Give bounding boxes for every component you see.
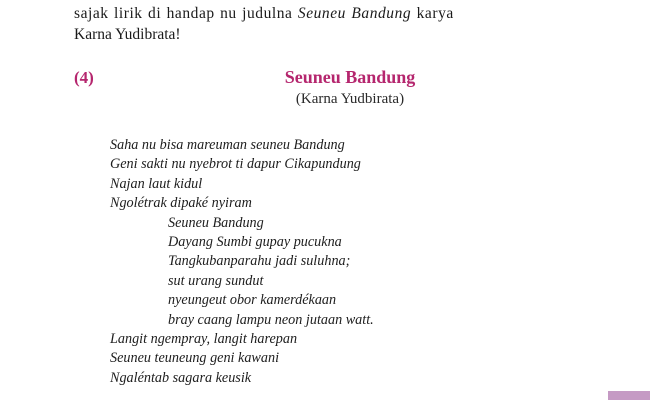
poem-line: Geni sakti nu nyebrot ti dapur Cikapundung bbox=[110, 156, 361, 173]
intro-paragraph-line-2: Karna Yudibrata! bbox=[74, 26, 181, 43]
poem-line: Ngolétrak dipaké nyiram bbox=[110, 195, 252, 212]
poem-number: (4) bbox=[74, 68, 94, 87]
poem-line: Dayang Sumbi gupay pucukna bbox=[168, 234, 342, 251]
page-corner-tab bbox=[608, 391, 650, 400]
poem-line: Saha nu bisa mareuman seuneu Bandung bbox=[110, 137, 345, 153]
poem-line: Seuneu Bandung bbox=[168, 214, 264, 231]
intro-poem-title: Seuneu Bandung bbox=[297, 5, 412, 22]
poem-line: Ngaléntab sagara keusik bbox=[110, 369, 252, 386]
poem-line: Tangkubanparahu jadi suluhna; bbox=[168, 253, 351, 270]
poem-line: Seuneu teuneung geni kawani bbox=[110, 350, 280, 367]
poem-line: bray caang lampu neon jutaan watt. bbox=[168, 311, 374, 328]
poem-line: Najan laut kidul bbox=[110, 175, 203, 192]
poem-line: sut urang sundut bbox=[168, 272, 264, 289]
poem-title: Seuneu Bandung bbox=[284, 67, 416, 87]
poem-verse bbox=[110, 136, 530, 388]
poem-line: nyeungeut obor kamerdékaan bbox=[168, 292, 337, 309]
intro-text: sajak lirik di handap nu judulna bbox=[74, 5, 298, 22]
poem-line: Langit ngempray, langit harepan bbox=[110, 331, 298, 348]
intro-text-end: karya bbox=[411, 5, 454, 22]
intro-paragraph-line-1 bbox=[74, 3, 514, 24]
poem-author: (Karna Yudbirata) bbox=[295, 91, 405, 107]
